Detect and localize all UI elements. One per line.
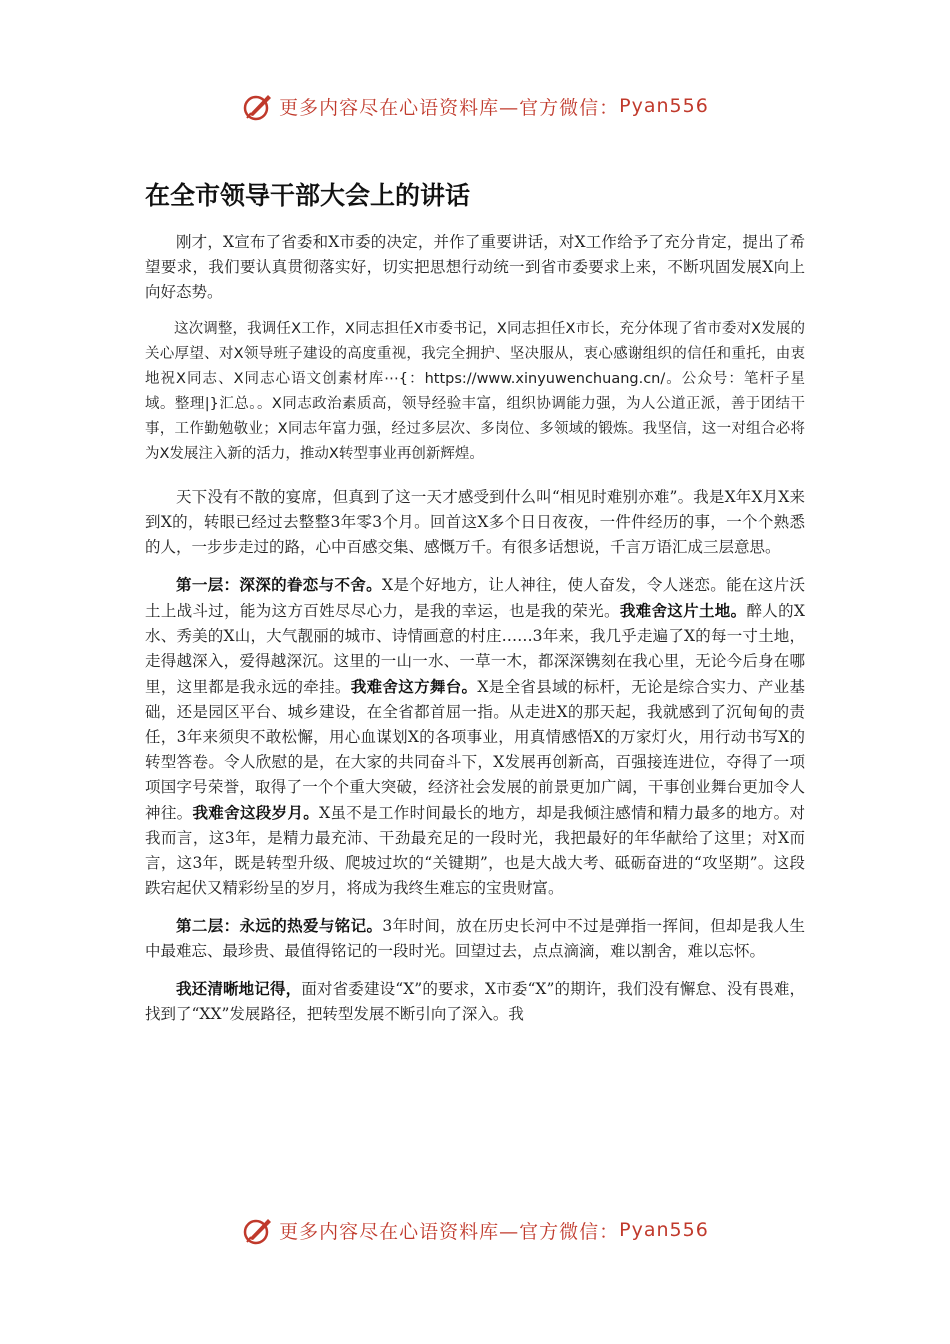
header-banner bbox=[0, 84, 950, 128]
paragraph-6 bbox=[145, 976, 805, 1027]
paragraph-4-text-4: X虽不是工作时间最长的地方，却是我倾注感情和精力最多的地方。对我而言，这3年，是精力最充沛、干劲最充足的一段时光，我把最好的年华献给了这里；对X而言，这3年，既是转型升级、爬坡过坎的“关键期”，也是大战大考、砥砺奋进的“攻坚期”。这段跌宕起伏又精彩纷呈的岁月，将成为我终生难忘的宝贵财富。 bbox=[145, 804, 805, 897]
paragraph-4 bbox=[145, 572, 805, 901]
document-title: 在全市领导干部大会上的讲话 bbox=[145, 181, 471, 210]
heading-layer-2: 第二层：永远的热爱与铭记。 bbox=[176, 916, 383, 935]
heading-land: 我难舍这片土地。 bbox=[619, 601, 747, 620]
banner-brand: Pyan556 bbox=[619, 1219, 709, 1241]
heading-stage: 我难舍这方舞台。 bbox=[350, 677, 478, 696]
heading-years: 我难舍这段岁月。 bbox=[192, 803, 320, 822]
banner-text: 更多内容尽在心语资料库—官方微信： bbox=[279, 96, 620, 119]
quill-logo-icon bbox=[241, 89, 275, 123]
paragraph-2: 这次调整，我调任X工作，X同志担任X市委书记，X同志担任X市长，充分体现了省市委对X发展的关心厚望、对X领导班子建设的高度重视，我完全拥护、坚决服从，衷心感谢组织的信任和重托，由衷地祝X同志、X同志心语文创素材库⋯{：https://www.xinyuwenchuang.cn/。公众号：笔杆子星域。整理|}汇总。。X同志政治素质高，领导经验丰富，组织协调能力强，为人公道正派，善于团结干事，工作勤勉敬业；X同志年富力强，经过多层次、多岗位、多领域的锻炼。我坚信，这一对组合必将为X发展注入新的活力，推动X转型事业再创新辉煌。 bbox=[145, 321, 805, 462]
paragraph-6-text: 面对省委建设“X”的要求，X市委“X”的期许，我们没有懈怠、没有畏难，找到了“XX”发展路径，把转型发展不断引向了深入。我 bbox=[145, 980, 805, 1023]
heading-remember: 我还清晰地记得， bbox=[176, 979, 302, 998]
paragraph-5-text: 3年时间，放在历史长河中不过是弹指一挥间，但却是我人生中最难忘、最珍贵、最值得铭记的一段时光。回望过去，点点滴滴，难以割舍，难以忘怀。 bbox=[145, 917, 805, 960]
document-body bbox=[145, 230, 805, 1039]
paragraph-4-text-3: X是全省县域的标杆，无论是综合实力、产业基础，还是园区平台、城乡建设，在全省都首屈一指。从走进X的那天起，我就感到了沉甸甸的责任，3年来须臾不敢松懈，用心血谋划X的各项事业，用真情感悟X的万家灯火，用行动书写X的转型答卷。令人欣慰的是，在大家的共同奋斗下，X发展再创新高，百强接连进位，夺得了一项项国字号荣誉，取得了一个个重大突破，经济社会发展的前景更加广阔，干事创业舞台更加令人神往。 bbox=[145, 678, 805, 822]
paragraph-3: 天下没有不散的宴席，但真到了这一天才感受到什么叫“相见时难别亦难”。我是X年X月X来到X的，转眼已经过去整整3年零3个月。回首这X多个日日夜夜，一件件经历的事，一个个熟悉的人，一步步走过的路，心中百感交集、感慨万千。有很多话想说，千言万语汇成三层意思。 bbox=[145, 488, 805, 556]
quill-logo-icon bbox=[241, 1213, 275, 1247]
footer-banner bbox=[0, 1208, 950, 1252]
paragraph-5 bbox=[145, 913, 805, 964]
paragraph-4-text-2: 醉人的X水、秀美的X山，大气靓丽的城市、诗情画意的村庄……3年来，我几乎走遍了X的每一寸土地，走得越深入，爱得越深沉。这里的一山一水、一草一木，都深深镌刻在我心里，无论今后身在哪里，这里都是我永远的牵挂。 bbox=[145, 602, 805, 696]
heading-layer-1: 第一层：深深的眷恋与不舍。 bbox=[176, 575, 382, 594]
banner-text: 更多内容尽在心语资料库—官方微信： bbox=[279, 1220, 620, 1243]
paragraph-1: 刚才，X宣布了省委和X市委的决定，并作了重要讲话，对X工作给予了充分肯定，提出了希望要求，我们要认真贯彻落实好，切实把思想行动统一到省市委要求上来，不断巩固发展X向上向好态势。 bbox=[145, 233, 805, 301]
banner-brand: Pyan556 bbox=[619, 95, 709, 117]
paragraph-4-text-1: X是个好地方，让人神往，使人奋发，令人迷恋。能在这片沃土上战斗过，能为这方百姓尽尽心力，是我的幸运，也是我的荣光。 bbox=[145, 576, 805, 620]
